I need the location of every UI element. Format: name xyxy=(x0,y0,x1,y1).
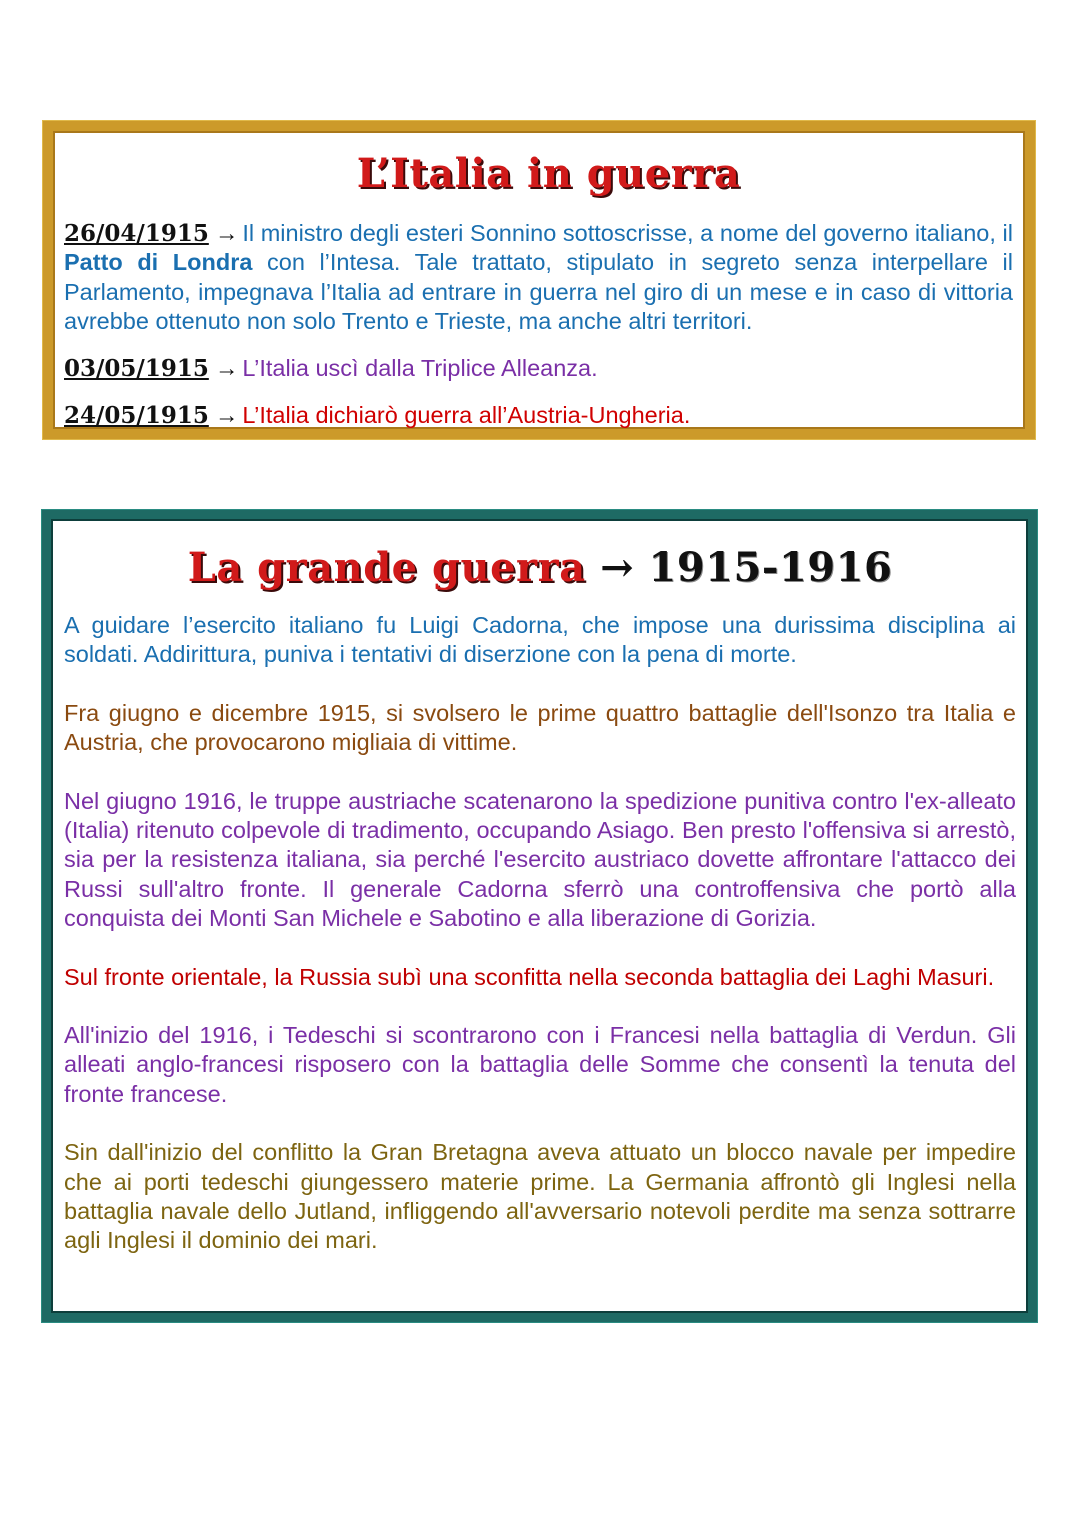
section2-years: 1915-1916 xyxy=(648,544,893,591)
timeline-entry xyxy=(64,401,1013,430)
italia-in-guerra-box xyxy=(43,121,1035,439)
entry-text: L’Italia dichiarò guerra all’Austria-Ungheria. xyxy=(242,402,691,429)
paragraph-fronte-orientale: Sul fronte orientale, la Russia subì una sconfitta nella seconda battaglia dei Laghi Masuri. xyxy=(64,963,995,990)
entry-text: L’Italia uscì dalla Triplice Alleanza. xyxy=(242,355,598,382)
patto-di-londra: Patto di Londra xyxy=(64,249,253,276)
section2-title-text: La grande guerra xyxy=(187,544,586,591)
entry-date: 24/05/1915 xyxy=(64,402,209,430)
paragraph-isonzo: Fra giugno e dicembre 1915, si svolsero le prime quattro battaglie dell'Isonzo tra Italia e Austria, che provocarono migliaia di vittime. xyxy=(64,699,1016,756)
section2-title xyxy=(64,541,1016,595)
arrow-icon: → xyxy=(600,544,635,591)
section1-title: L’Italia in guerra xyxy=(356,150,741,197)
paragraph-jutland: Sin dall'inizio del conflitto la Gran Bretagna aveva attuato un blocco navale per impedire che ai porti tedeschi giungessero materie prime. La Germania affrontò gli Inglesi nella battaglia navale dello Jutland, infliggendo all'avversario notevoli perdite ma senza sottrarre agli Inglesi il dominio dei mari. xyxy=(64,1139,1016,1254)
entry-text: Il ministro degli esteri Sonnino sottoscrisse, a nome del governo italiano, il xyxy=(242,220,1013,246)
grande-guerra-box xyxy=(42,510,1037,1322)
entry-date: 03/05/1915 xyxy=(64,355,209,383)
arrow-icon: → xyxy=(214,355,239,382)
arrow-icon: → xyxy=(214,402,239,429)
entry-text-continued: con l’Intesa. Tale trattato, stipulato in segreto senza interpellare il Parlamento, impegnava l’Italia ad entrare in guerra nel giro di un mese e in caso di vittoria avrebbe ottenuto non solo Trento e Trieste, ma anche altri territori. xyxy=(64,249,1013,334)
paragraph-cadorna: A guidare l’esercito italiano fu Luigi Cadorna, che impose una durissima disciplina ai soldati. Addirittura, puniva i tentativi di diserzione con la pena di morte. xyxy=(64,612,1016,668)
entry-date: 26/04/1915 xyxy=(64,220,209,247)
timeline-entry xyxy=(64,219,1013,336)
timeline-entry xyxy=(64,354,1013,383)
paragraph-verdun: All'inizio del 1916, i Tedeschi si scontrarono con i Francesi nella battaglia di Verdun. Gli alleati anglo-francesi risposero con la battaglia delle Somme che consentì la tenuta del fronte francese. xyxy=(64,1022,1016,1107)
arrow-icon: → xyxy=(214,220,239,246)
paragraph-spedizione-punitiva: Nel giugno 1916, le truppe austriache scatenarono la spedizione punitiva contro l'ex-alleato (Italia) ritenuto colpevole di tradimento, occupando Asiago. Ben presto l'offensiva si arrestò, sia per la resistenza italiana, sia perché l'esercito austriaco dovette affrontare l'attacco dei Russi sull'altro fronte. Il generale Cadorna sferrò una controffensiva che portò alla conquista dei Monti San Michele e Sabotino e alla liberazione di Gorizia. xyxy=(64,787,1016,931)
